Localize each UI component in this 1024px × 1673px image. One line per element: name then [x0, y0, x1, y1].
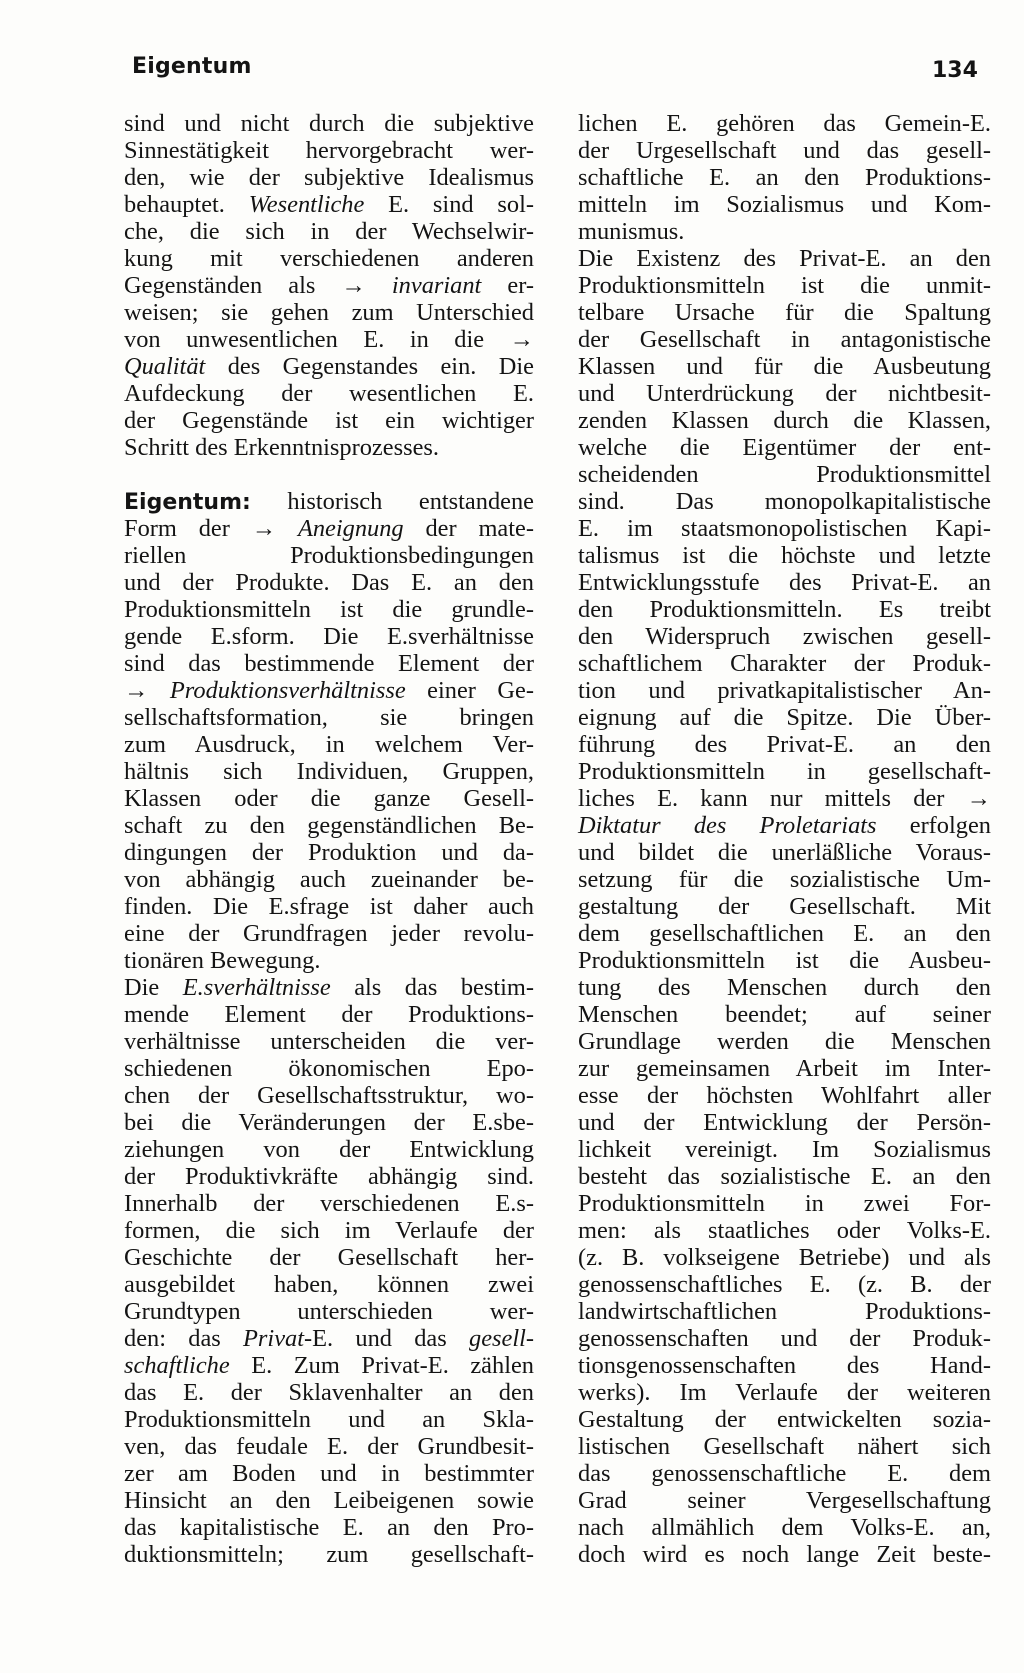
text-line: Klassen und für die Ausbeutung	[578, 353, 991, 380]
text-line: gende E.sform. Die E.sverhältnisse	[124, 623, 534, 650]
text-line: den Widerspruch zwischen gesell-	[578, 623, 991, 650]
text-line: Form der → Aneignung der mate-	[124, 515, 534, 542]
text-line: Produktionsmitteln ist die unmit-	[578, 272, 991, 299]
running-head: Eigentum	[132, 54, 252, 79]
text-line: den Produktionsmitteln. Es treibt	[578, 596, 991, 623]
text-line: genossenschaftliches E. (z. B. der	[578, 1271, 991, 1298]
text-line: welche die Eigentümer der ent-	[578, 434, 991, 461]
cross-reference-term: E.sverhältnisse	[182, 974, 331, 1001]
text-line: Qualität des Gegenstandes ein. Die	[124, 353, 534, 380]
cross-reference-term: schaftliche	[124, 1352, 230, 1379]
text-line: munismus.	[578, 218, 685, 245]
text-line: Aufdeckung der wesentlichen E.	[124, 380, 534, 407]
text-line: dingungen der Produktion und da-	[124, 839, 534, 866]
text-line: bei die Veränderungen der E.sbe-	[124, 1109, 534, 1136]
text-line: und der Produkte. Das E. an den	[124, 569, 534, 596]
text-line: scheidenden Produktionsmittel	[578, 461, 991, 488]
text-line: men: als staatliches oder Volks-E.	[578, 1217, 991, 1244]
text-line: sellschaftsformation, sie bringen	[124, 704, 534, 731]
text-line: finden. Die E.sfrage ist daher auch	[124, 893, 534, 920]
text-line: eignung auf die Spitze. Die Über-	[578, 704, 991, 731]
text-line: Die E.sverhältnisse als das bestim-	[124, 974, 534, 1001]
text-line: von abhängig auch zueinander be-	[124, 866, 534, 893]
text-line: telbare Ursache für die Spaltung	[578, 299, 991, 326]
entry-separator	[124, 461, 534, 488]
text-line: Grundtypen unterschieden wer-	[124, 1298, 534, 1325]
entry-eigentum	[124, 488, 534, 1568]
text-line: formen, die sich im Verlaufe der	[124, 1217, 534, 1244]
text-line: und bildet die unerläßliche Voraus-	[578, 839, 991, 866]
text-line: che, die sich in der Wechselwir-	[124, 218, 534, 245]
text-line: Eigentum: historisch entstandene	[124, 488, 534, 515]
text-line: zer am Boden und in bestimmter	[124, 1460, 534, 1487]
text-line: liches E. kann nur mittels der →	[578, 785, 991, 812]
text-line: der Gegenstände ist ein wichtiger	[124, 407, 534, 434]
cross-reference-term: Privat	[243, 1325, 304, 1352]
text-line: zenden Klassen durch die Klassen,	[578, 407, 991, 434]
text-line: schaftlichem Charakter der Produk-	[578, 650, 991, 677]
text-line: werks). Im Verlaufe der weiteren	[578, 1379, 991, 1406]
text-line: chen der Gesellschaftsstruktur, wo-	[124, 1082, 534, 1109]
text-line: Hinsicht an den Leibeigenen sowie	[124, 1487, 534, 1514]
text-line: das E. der Sklavenhalter an den	[124, 1379, 534, 1406]
text-line: Menschen beendet; auf seiner	[578, 1001, 991, 1028]
text-line: ziehungen von der Entwicklung	[124, 1136, 534, 1163]
text-line: tion und privatkapitalistischer An-	[578, 677, 991, 704]
text-line: sind das bestimmende Element der	[124, 650, 534, 677]
text-line: das genossenschaftliche E. dem	[578, 1460, 991, 1487]
text-line: zum Ausdruck, in welchem Ver-	[124, 731, 534, 758]
text-line: tionären Bewegung.	[124, 947, 321, 974]
text-line: der Gesellschaft in antagonistische	[578, 326, 991, 353]
text-line: → Produktionsverhältnisse einer Ge-	[124, 677, 534, 704]
text-line: Produktionsmitteln ist die Ausbeu-	[578, 947, 991, 974]
text-line: mende Element der Produktions-	[124, 1001, 534, 1028]
text-line: und der Entwicklung der Persön-	[578, 1109, 991, 1136]
text-line: sind und nicht durch die subjektive	[124, 110, 534, 137]
text-line: Gegenständen als → invariant er-	[124, 272, 534, 299]
text-line: Gestaltung der entwickelten sozia-	[578, 1406, 991, 1433]
text-line: schaftliche E. an den Produktions-	[578, 164, 991, 191]
text-line: schaftliche E. Zum Privat-E. zählen	[124, 1352, 534, 1379]
text-line: landwirtschaftlichen Produktions-	[578, 1298, 991, 1325]
text-line: Geschichte der Gesellschaft her-	[124, 1244, 534, 1271]
text-line: lichkeit vereinigt. Im Sozialismus	[578, 1136, 991, 1163]
text-line: weisen; sie gehen zum Unterschied	[124, 299, 534, 326]
text-line: der Urgesellschaft und das gesell-	[578, 137, 991, 164]
entry-headword: Eigentum:	[124, 490, 251, 515]
text-line: hältnis sich Individuen, Gruppen,	[124, 758, 534, 785]
text-line: genossenschaften und der Produk-	[578, 1325, 991, 1352]
text-line: schaft zu den gegenständlichen Be-	[124, 812, 534, 839]
text-line: Grad seiner Vergesellschaftung	[578, 1487, 991, 1514]
text-line: schiedenen ökonomischen Epo-	[124, 1055, 534, 1082]
paragraph-essence	[124, 110, 534, 461]
text-line: kung mit verschiedenen anderen	[124, 245, 534, 272]
cross-reference-term: gesell-	[469, 1325, 535, 1352]
text-line: Die Existenz des Privat-E. an den	[578, 245, 991, 272]
text-line: (z. B. volkseigene Betriebe) und als	[578, 1244, 991, 1271]
text-line: tionsgenossenschaften des Hand-	[578, 1352, 991, 1379]
text-line: setzung für die sozialistische Um-	[578, 866, 991, 893]
text-line: Produktionsmitteln in gesellschaft-	[578, 758, 991, 785]
text-line: den, wie der subjektive Idealismus	[124, 164, 534, 191]
text-line: listischen Gesellschaft nähert sich	[578, 1433, 991, 1460]
text-line: nach allmählich dem Volks-E. an,	[578, 1514, 991, 1541]
text-line: sind. Das monopolkapitalistische	[578, 488, 991, 515]
entry-eigentum-continued	[578, 110, 991, 1568]
cross-reference-term: Produktionsverhältnisse	[169, 677, 406, 704]
text-line: mitteln im Sozialismus und Kom-	[578, 191, 991, 218]
cross-reference-term: Qualität	[124, 353, 206, 380]
text-line: esse der höchsten Wohlfahrt aller	[578, 1082, 991, 1109]
text-line: duktionsmitteln; zum gesellschaft-	[124, 1541, 534, 1568]
text-line: der Produktivkräfte abhängig sind.	[124, 1163, 534, 1190]
text-line: tung des Menschen durch den	[578, 974, 991, 1001]
text-line: riellen Produktionsbedingungen	[124, 542, 534, 569]
right-column	[578, 110, 991, 1568]
cross-reference-term: Aneignung	[297, 515, 404, 542]
text-line: den: das Privat-E. und das gesell-	[124, 1325, 535, 1352]
text-line: E. im staatsmonopolistischen Kapi-	[578, 515, 991, 542]
text-line: Diktatur des Proletariats erfolgen	[578, 812, 991, 839]
text-line: dem gesellschaftlichen E. an den	[578, 920, 991, 947]
text-line: Schritt des Erkenntnisprozesses.	[124, 434, 439, 461]
text-line: zur gemeinsamen Arbeit im Inter-	[578, 1055, 991, 1082]
text-line: Klassen oder die ganze Gesell-	[124, 785, 534, 812]
text-line: lichen E. gehören das Gemein-E.	[578, 110, 991, 137]
text-line: Sinnestätigkeit hervorgebracht wer-	[124, 137, 534, 164]
text-line: Produktionsmitteln ist die grundle-	[124, 596, 534, 623]
text-line: talismus ist die höchste und letzte	[578, 542, 991, 569]
text-line: ausgebildet haben, können zwei	[124, 1271, 534, 1298]
text-line: behauptet. Wesentliche E. sind sol-	[124, 191, 534, 218]
text-line: das kapitalistische E. an den Pro-	[124, 1514, 534, 1541]
text-line: ven, das feudale E. der Grundbesit-	[124, 1433, 534, 1460]
text-line: verhältnisse unterscheiden die ver-	[124, 1028, 534, 1055]
text-line: besteht das sozialistische E. an den	[578, 1163, 991, 1190]
cross-reference-term: Wesentliche	[248, 191, 365, 218]
text-line: Innerhalb der verschiedenen E.s-	[124, 1190, 534, 1217]
text-line: gestaltung der Gesellschaft. Mit	[578, 893, 991, 920]
cross-reference-term: invariant	[391, 272, 482, 299]
text-line: Produktionsmitteln in zwei For-	[578, 1190, 991, 1217]
text-line: von unwesentlichen E. in die →	[124, 326, 534, 353]
cross-reference-term: Diktatur des Proletariats	[578, 812, 877, 839]
left-column	[124, 110, 534, 1568]
text-line: und Unterdrückung der nichtbesit-	[578, 380, 991, 407]
text-line: Produktionsmitteln und an Skla-	[124, 1406, 534, 1433]
page-number: 134	[932, 58, 978, 83]
text-line: Grundlage werden die Menschen	[578, 1028, 991, 1055]
text-line: führung des Privat-E. an den	[578, 731, 991, 758]
text-line: doch wird es noch lange Zeit beste-	[578, 1541, 991, 1568]
text-line: Entwicklungsstufe des Privat-E. an	[578, 569, 991, 596]
text-line: eine der Grundfragen jeder revolu-	[124, 920, 534, 947]
